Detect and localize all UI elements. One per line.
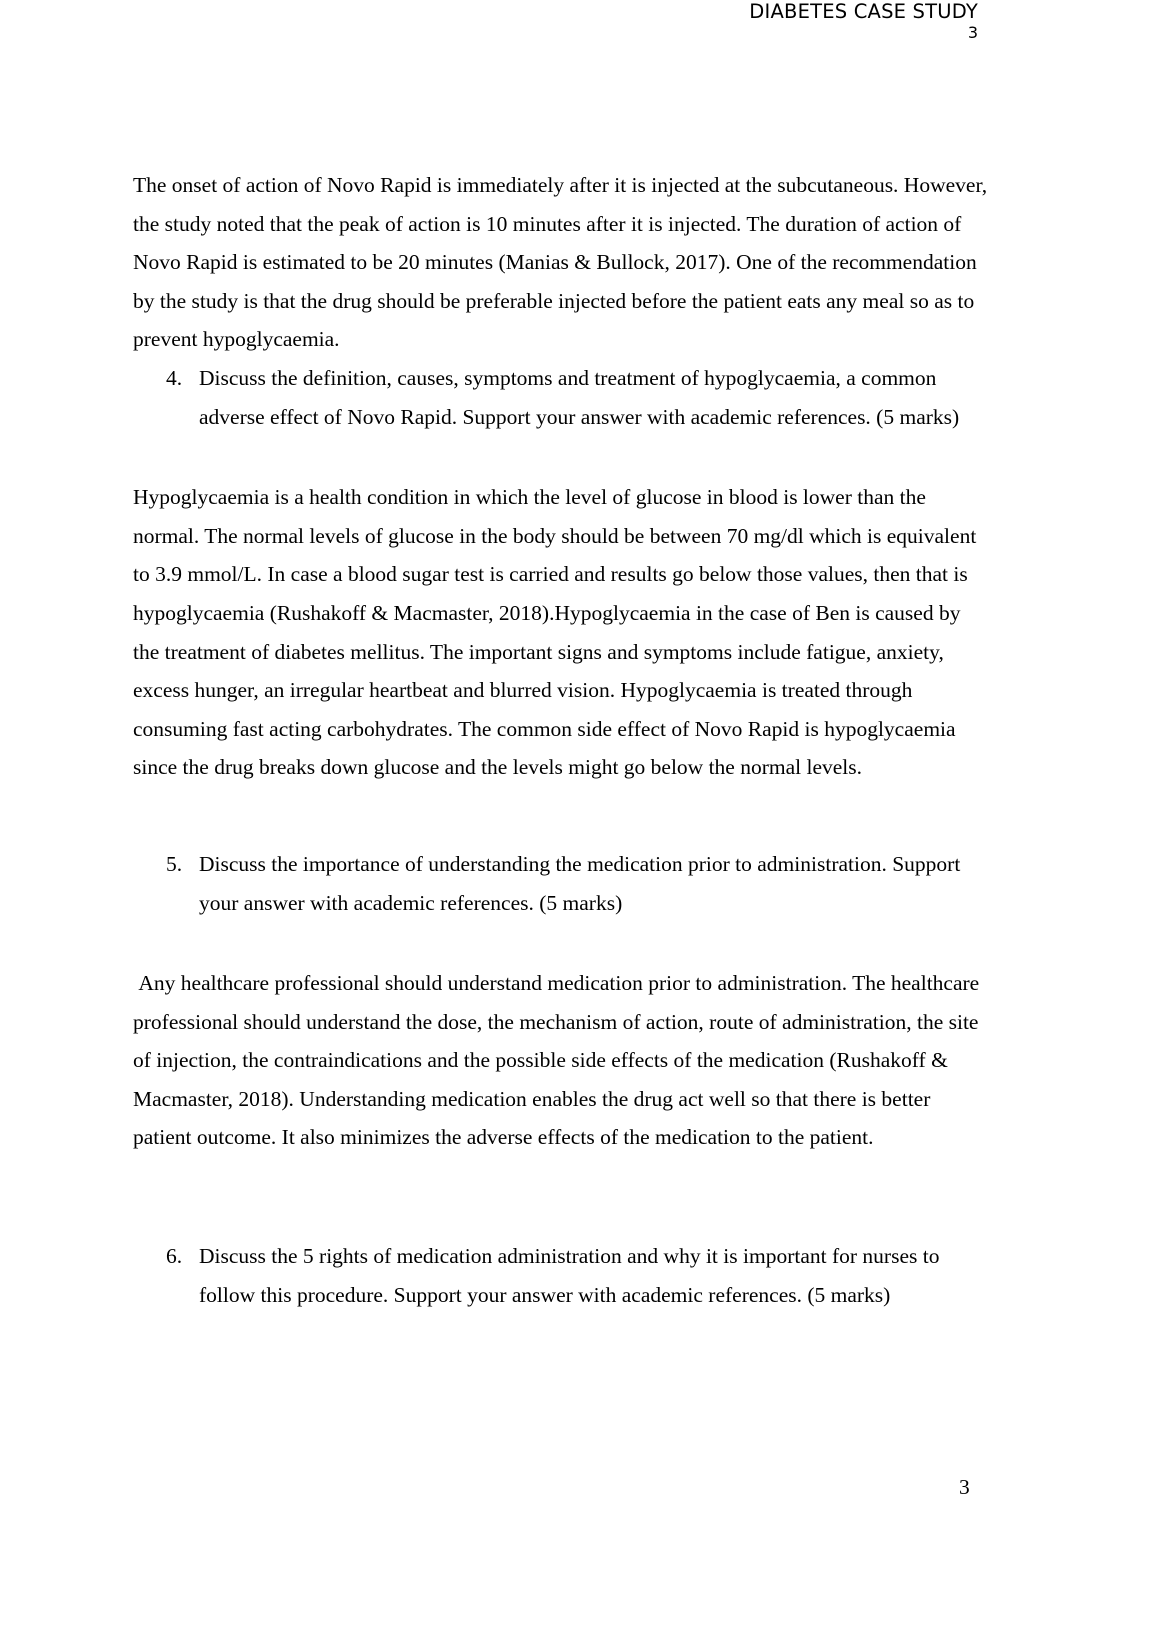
list-item-label: Discuss the 5 rights of medication administration and why it is important for nurses to follow this procedure. Support your answer with academic references. (5 marks) (199, 1244, 940, 1307)
spacer (133, 787, 988, 845)
footer-page-number: 3 (959, 1475, 970, 1499)
question-list-6 (133, 1237, 988, 1314)
document-body (133, 166, 993, 1314)
header-page-number: 3 (967, 23, 978, 42)
list-item-label: Discuss the definition, causes, symptoms and treatment of hypoglycaemia, a common adverse effect of Novo Rapid. Support your answer with academic references. (5 marks) (199, 365, 960, 429)
paragraph-understanding-medication: Any healthcare professional should understand medication prior to administration. The healthcare professional should understand the dose, the mechanism of action, route of administration, the site of injection, the contraindications and the possible side effects of the medication (Rushakoff & Macmaster, 2018). Understanding medication enables the drug act well so that there is better patient outcome. It also minimizes the adverse effects of the medication to the patient. (133, 971, 985, 1150)
list-item (133, 845, 988, 922)
header-document-title: DIABETES CASE STUDY (749, 0, 978, 23)
spacer (133, 922, 988, 964)
spacer (133, 436, 988, 478)
list-item-marker: 5. (166, 851, 183, 876)
running-header (0, 0, 1158, 46)
question-list-5 (133, 845, 988, 922)
list-item-marker: 4. (166, 365, 183, 390)
list-item-label: Discuss the importance of understanding the medication prior to administration. Support your answer with academic references. (5 marks) (199, 851, 961, 915)
spacer (133, 1157, 988, 1237)
list-item (133, 1237, 988, 1314)
paragraph-hypoglycaemia-definition: Hypoglycaemia is a health condition in which the level of glucose in blood is lower than the normal. The normal levels of glucose in the body should be between 70 mg/dl which is equivalent to 3.9 mmol/L. In case a blood sugar test is carried and results go below those values, then that is hypoglycaemia (Rushakoff & Macmaster, 2018).Hypoglycaemia in the case of Ben is caused by the treatment of diabetes mellitus. The important signs and symptoms include fatigue, anxiety, excess hunger, an irregular heartbeat and blurred vision. Hypoglycaemia is treated through consuming fast acting carbohydrates. The common side effect of Novo Rapid is hypoglycaemia since the drug breaks down glucose and the levels might go below the normal levels. (133, 485, 982, 780)
list-item-marker: 6. (166, 1244, 183, 1269)
list-item (133, 359, 988, 436)
paragraph-onset-of-action: The onset of action of Novo Rapid is immediately after it is injected at the subcutaneous. However, the study noted that the peak of action is 10 minutes after it is injected. The duration of action of Novo Rapid is estimated to be 20 minutes (Manias & Bullock, 2017). One of the recommendation by the study is that the drug should be preferable injected before the patient eats any meal so as to prevent hypoglycaemia. (133, 173, 993, 352)
question-list-4 (133, 359, 988, 436)
